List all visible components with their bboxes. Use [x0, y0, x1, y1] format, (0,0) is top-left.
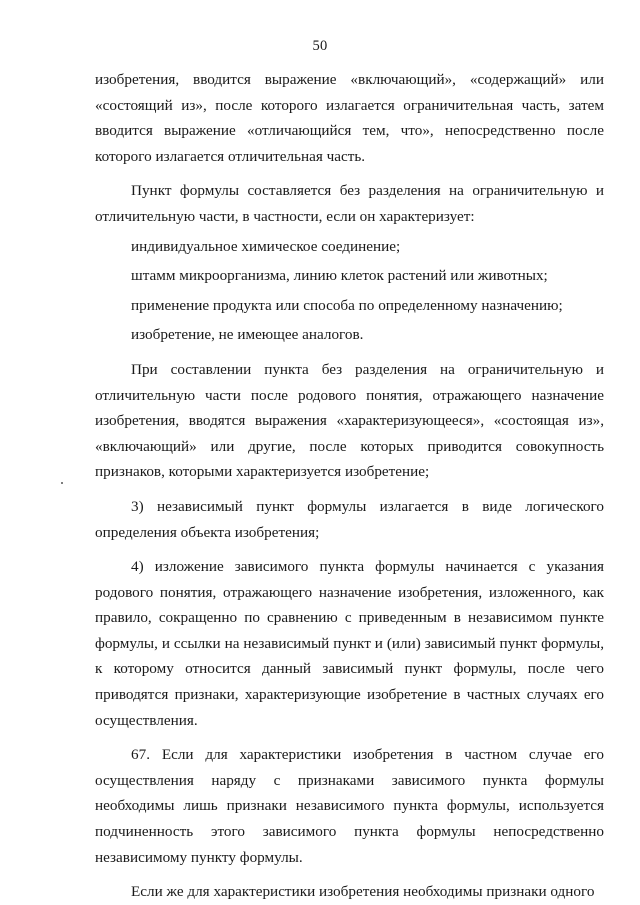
paragraph-final-fragment: Если же для характеристики изобретения необходимы признаки одного — [131, 883, 595, 901]
document-body — [95, 67, 604, 905]
paragraph-item-4: 4) изложение зависимого пункта формулы начинается с указания родового понятия, отражающего назначение изобретения, изложенного, как правило, сокращенно по сравнению с приведенным в независимом пункте формулы, и ссылки на независимый пункт и (или) зависимый пункт формулы, к которому относится данный зависимый пункт формулы, после чего приводятся признаки, характеризующие изобретение в частных случаях его осуществления. — [95, 558, 604, 729]
paragraph-67: 67. Если для характеристики изобретения в частном случае его осуществления наряду с признаками зависимого пункта формулы необходимы лишь признаки независимого пункта формулы, используется подчиненность этого зависимого пункта формулы непосредственно независимому пункту формулы. — [95, 746, 604, 866]
paragraph-continuation: изобретения, вводится выражение «включающий», «содержащий» или «состоящий из», после которого излагается ограничительная часть, затем вводится выражение «отличающийся тем, что», непосредственно после которого излагается отличительная часть. — [95, 71, 604, 165]
paragraph-item-3: 3) независимый пункт формулы излагается в виде логического определения объекта изобретения; — [95, 497, 604, 541]
paragraph-composition-expressions: При составлении пункта без разделения на ограничительную и отличительную части после родового понятия, отражающего назначение изобретения, вводятся выражения «характеризующееся», «состоящая из», «включающий» или другие, после которых приводится совокупность признаков, которыми характеризуется изобретение; — [95, 360, 604, 481]
page-number: 50 — [312, 38, 328, 54]
paragraph-claim-without-division: Пункт формулы составляется без разделения на ограничительную и отличительную части, в частности, если он характеризует: — [95, 182, 604, 225]
list-item-product-use: применение продукта или способа по определенному назначению; — [131, 296, 563, 314]
list-item-no-analogues: изобретение, не имеющее аналогов. — [131, 326, 364, 344]
list-item-chemical-compound: индивидуальное химическое соединение; — [131, 237, 401, 255]
scan-artifact-dot — [61, 482, 63, 484]
list-item-microorganism-strain: штамм микроорганизма, линию клеток растений или животных; — [131, 267, 548, 285]
